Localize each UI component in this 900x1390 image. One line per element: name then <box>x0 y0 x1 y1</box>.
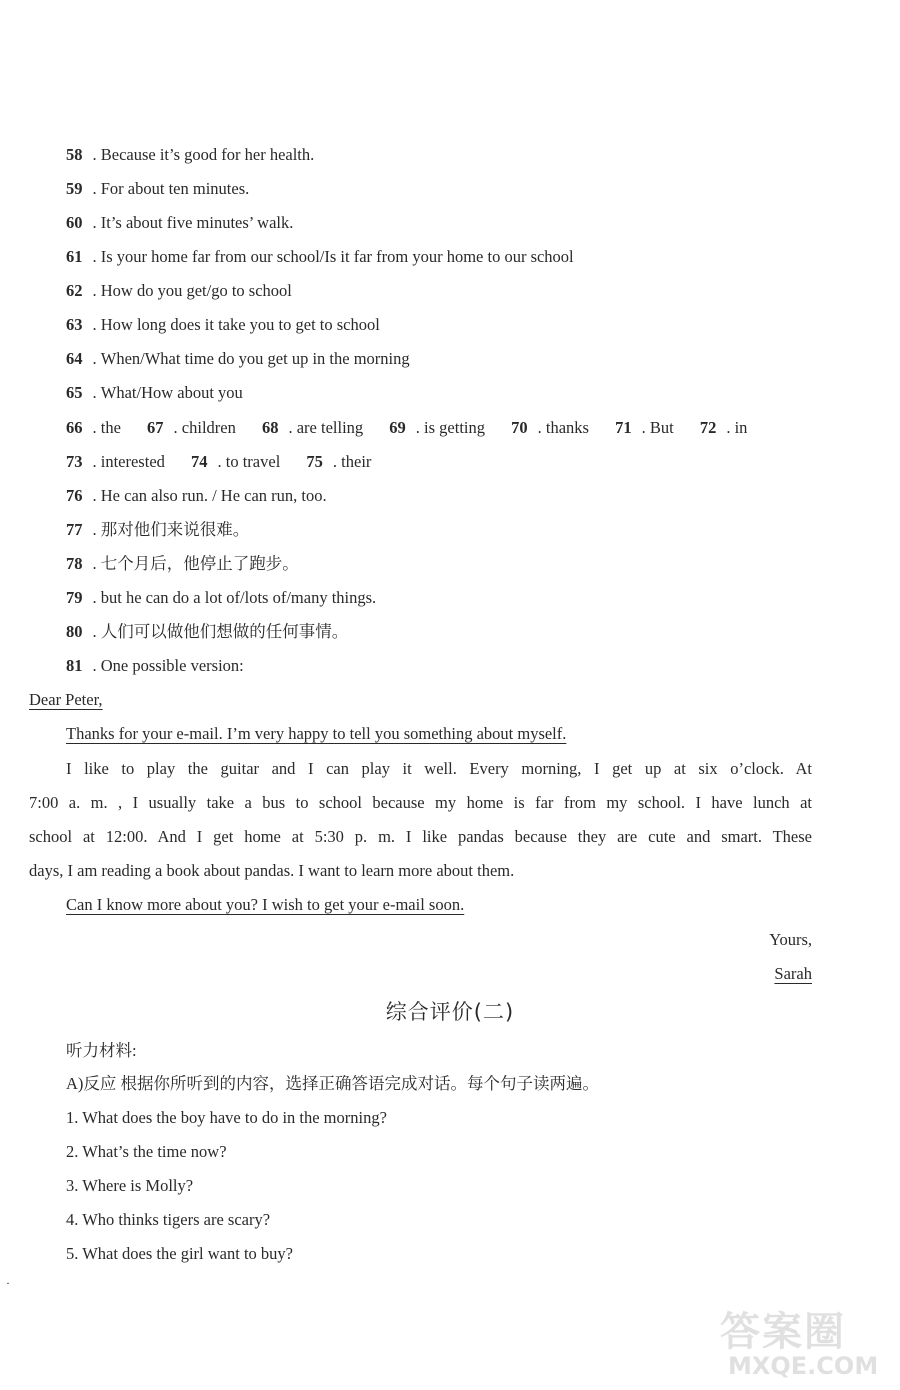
answer-number: 65 <box>66 383 83 402</box>
answer-text: It’s about five minutes’ walk. <box>100 213 294 232</box>
letter-body-line: school at 12:00. And I get home at 5:30 p. m. I like pandas because they are cute and smart. These <box>29 827 812 846</box>
answer-79: 79 . but he can do a lot of/lots of/many things. <box>66 588 377 607</box>
answer-text: their <box>341 452 372 471</box>
answer-text: in <box>734 418 748 437</box>
answer-81: 81 . One possible version: <box>66 656 244 675</box>
answer-number: 80 <box>66 622 83 641</box>
answer-text: 人们可以做他们想做的任何事情。 <box>100 622 349 641</box>
answer-77: 77 . 那对他们来说很难。 <box>66 520 250 539</box>
answer-number: 68 <box>261 418 279 437</box>
answer-text: When/What time do you get up in the morning <box>100 349 410 368</box>
answer-text: but he can do a lot of/lots of/many things. <box>100 588 377 607</box>
answer-text: children <box>181 418 236 437</box>
answer-number: 78 <box>66 554 83 573</box>
answer-number: 69 <box>389 418 406 437</box>
answer-text: are telling <box>296 418 364 437</box>
margin-mark: · <box>6 1276 10 1290</box>
answer-number: 71 <box>615 418 632 437</box>
answer-number: 81 <box>66 656 83 675</box>
part-a-instruction: A)反应 根据你所听到的内容，选择正确答语完成对话。每个句子读两遍。 <box>66 1074 600 1093</box>
letter-body-last: days, I am reading a book about pandas. I want to learn more about them. <box>29 861 515 880</box>
answer-text: How long does it take you to get to school <box>100 315 380 334</box>
answer-65: 65 . What/How about you <box>66 383 243 402</box>
question-item: 3. Where is Molly? <box>66 1176 194 1195</box>
answer-number: 76 <box>66 486 83 505</box>
answer-63: 63 . How long does it take you to get to school <box>66 315 380 334</box>
answer-number: 63 <box>66 315 83 334</box>
answer-number: 67 <box>147 418 164 437</box>
question-item: 4. Who thinks tigers are scary? <box>66 1210 271 1229</box>
letter-opening: Thanks for your e-mail. I’m very happy to tell you something about myself. <box>66 724 567 743</box>
answer-text: 七个月后，他停止了跑步。 <box>100 554 299 573</box>
answer-row-66-72: 66 . the 67 . children 68 . are telling 69 . is getting 70 . thanks 71 . But 72 . in <box>66 418 748 437</box>
answer-row-73-75: 73 . interested 74 . to travel 75 . their <box>66 452 372 471</box>
answer-62: 62 . How do you get/go to school <box>66 281 292 300</box>
answer-text: Because it’s good for her health. <box>100 145 315 164</box>
answer-text: interested <box>100 452 165 471</box>
watermark-bottom: MXQE.COM <box>728 1352 879 1380</box>
letter-signature: Sarah <box>774 964 812 983</box>
answer-text: to travel <box>225 452 281 471</box>
answer-number: 74 <box>191 452 208 471</box>
listening-label: 听力材料: <box>66 1041 137 1060</box>
watermark-logo <box>720 1300 895 1385</box>
answer-59: 59 . For about ten minutes. <box>66 179 250 198</box>
section-title: 综合评价(二) <box>385 1000 515 1024</box>
answer-number: 61 <box>66 247 83 266</box>
answer-text: the <box>100 418 121 437</box>
answer-number: 79 <box>66 588 83 607</box>
answer-76: 76 . He can also run. / He can run, too. <box>66 486 327 505</box>
answer-text: thanks <box>545 418 589 437</box>
answer-text: He can also run. / He can run, too. <box>100 486 327 505</box>
question-item: 5. What does the girl want to buy? <box>66 1244 293 1263</box>
answer-number: 60 <box>66 213 83 232</box>
watermark-top: 答案圈 <box>720 1309 846 1355</box>
answer-text: 那对他们来说很难。 <box>100 520 250 539</box>
answer-text: For about ten minutes. <box>100 179 250 198</box>
letter-signoff: Yours, <box>769 930 812 949</box>
letter-body-line: I like to play the guitar and I can play it well. Every morning, I get up at six o’clock. At <box>66 759 812 778</box>
answer-61: 61 . Is your home far from our school/Is it far from your home to our school <box>66 247 574 266</box>
answer-number: 66 <box>66 418 83 437</box>
answer-64: 64 . When/What time do you get up in the morning <box>66 349 410 368</box>
answer-number: 72 <box>699 418 717 437</box>
letter-closing: Can I know more about you? I wish to get your e-mail soon. <box>66 895 465 914</box>
answer-number: 58 <box>66 145 83 164</box>
letter-body-line: 7:00 a. m. , I usually take a bus to school because my home is far from my school. I have lunch at <box>29 793 812 812</box>
answer-number: 64 <box>66 349 83 368</box>
answer-number: 77 <box>66 520 83 539</box>
answer-text: What/How about you <box>100 383 243 402</box>
answer-text: How do you get/go to school <box>100 281 292 300</box>
answer-number: 62 <box>66 281 83 300</box>
answer-78: 78 . 七个月后，他停止了跑步。 <box>66 554 299 573</box>
answer-60: 60 . It’s about five minutes’ walk. <box>66 213 294 232</box>
answer-text: One possible version: <box>100 656 244 675</box>
answer-number: 70 <box>511 418 528 437</box>
answer-number: 73 <box>66 452 83 471</box>
answer-number: 75 <box>306 452 323 471</box>
question-item: 2. What’s the time now? <box>66 1142 227 1161</box>
letter-greeting: Dear Peter, <box>29 690 103 709</box>
answer-text: But <box>649 418 674 437</box>
answer-number: 59 <box>66 179 83 198</box>
answer-text: is getting <box>424 418 486 437</box>
question-item: 1. What does the boy have to do in the morning? <box>66 1108 387 1127</box>
answer-58: 58 . Because it’s good for her health. <box>66 145 315 164</box>
answer-text: Is your home far from our school/Is it far from your home to our school <box>100 247 574 266</box>
answer-80: 80 . 人们可以做他们想做的任何事情。 <box>66 622 349 641</box>
